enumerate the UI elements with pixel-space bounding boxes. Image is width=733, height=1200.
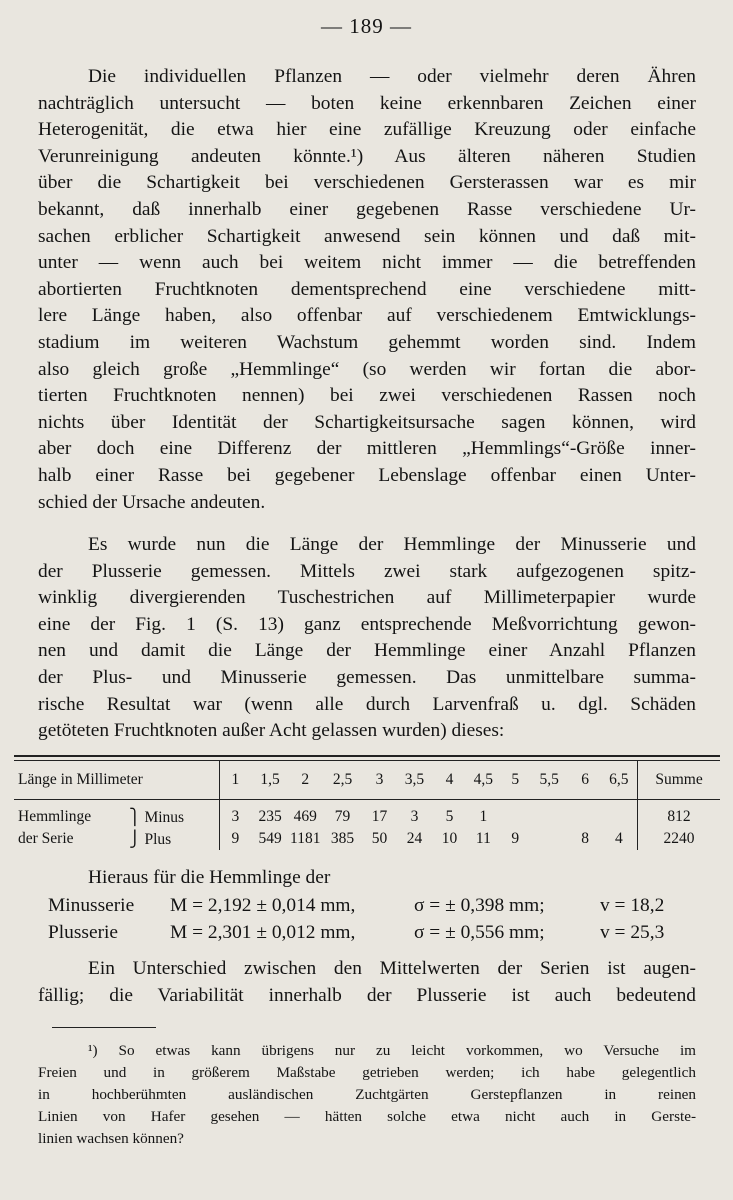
cell: 8: [581, 830, 590, 847]
text-line: sachen erblicher Schartigkeit anwesend sein können und daß mit-: [38, 225, 696, 247]
cell: 3: [410, 808, 419, 825]
data-table: [14, 761, 720, 850]
text-line: abortierten Fruchtknoten dementsprechend eine verschiedene mitt-: [38, 278, 696, 300]
text-line: stadium im weiteren Wachstum gehemmt worden sind. Indem: [38, 331, 696, 353]
cell: [529, 806, 570, 828]
measurement-table: [14, 755, 720, 850]
cell: 11: [475, 830, 491, 847]
column-header: 3,5: [404, 771, 425, 788]
cell: 10: [441, 830, 458, 847]
footnote-rule: [52, 1027, 156, 1028]
text-line: nichts über Identität der Schartigkeitsursache sagen können, wird: [38, 411, 696, 433]
brace-glyph: ⎫: [128, 808, 141, 826]
sigma-value: σ = ± 0,398 mm;: [414, 895, 545, 916]
table-row: [14, 806, 720, 828]
series-label: Minusserie: [48, 895, 135, 916]
text-line: nen und damit die Länge der Hemmlinge einer Anzahl Pflanzen: [38, 640, 696, 662]
text-line: winklig divergierenden Tuschestrichen auf Millimeterpapier wurde: [38, 587, 696, 609]
cell: 5: [445, 808, 454, 825]
text-line: aber doch eine Differenz der mittleren „Hemmlings“-Größe inner-: [38, 438, 696, 460]
cell: 24: [406, 830, 423, 847]
footnote-line: Freien und in größerem Maßstabe getrieben werden; ich habe gelegentlich: [38, 1064, 696, 1081]
sum-header: Summe: [638, 761, 720, 799]
cell: 3: [220, 806, 251, 828]
text-line: schied der Ursache andeuten.: [38, 491, 266, 513]
cell: 17: [371, 808, 388, 825]
text-line: der Plusserie gemessen. Mittels zwei stark aufgezogenen spitz-: [38, 560, 696, 582]
mean-value: M = 2,301 ± 0,012 mm,: [170, 922, 356, 943]
formula-row: [48, 920, 664, 946]
group-label: Hemmlinge: [18, 808, 92, 825]
cell: 1181: [290, 830, 321, 847]
cell: 549: [258, 830, 282, 847]
text-line: rische Resultat war (wenn alle durch Larvenfraß u. dgl. Schäden: [38, 693, 696, 715]
column-header: 6,5: [609, 771, 629, 788]
cell: 9: [220, 828, 251, 850]
text-line: nachträglich untersucht — boten keine erkennbaren Zeichen einer: [38, 92, 696, 114]
cell: [502, 806, 529, 828]
cell: 9: [511, 830, 520, 847]
column-header: 2: [301, 771, 310, 788]
formula-row: [48, 893, 664, 919]
text-line: unter — wenn auch bei weitem nicht immer — die betreffenden: [38, 252, 696, 274]
text-line: bekannt, daß innerhalb einer gegebenen Rasse verschiedene Ur-: [38, 198, 696, 220]
mean-value: M = 2,192 ± 0,014 mm,: [170, 895, 356, 916]
table-header-row: [14, 761, 720, 799]
series-label: Plusserie: [48, 922, 119, 943]
paragraph-2: [38, 532, 696, 745]
text-line: fällig; die Variabilität innerhalb der Plusserie ist auch bedeutend: [38, 984, 696, 1006]
row-label: Plus: [144, 830, 172, 848]
cell: 50: [371, 830, 388, 847]
group-label: der Serie: [18, 830, 74, 847]
text-line: Ein Unterschied zwischen den Mittelwerten der Serien ist augen-: [88, 958, 696, 979]
sigma-value: σ = ± 0,556 mm;: [414, 922, 545, 943]
row-label: Minus: [144, 808, 185, 826]
text-line: Verunreinigung andeuten könnte.¹) Aus älteren näheren Studien: [38, 145, 696, 167]
cell: [529, 828, 570, 850]
column-header: 6: [581, 771, 590, 788]
column-header: 3: [375, 771, 384, 788]
cell: 79: [334, 808, 351, 825]
text-line: Heterogenität, die etwa hier eine zufällige Kreuzung oder einfache: [38, 119, 696, 141]
footnote-line: Linien von Hafer gesehen — hätten solche etwa nicht auch in Gerste-: [38, 1108, 696, 1125]
table-row: [14, 828, 720, 850]
cell: 469: [293, 808, 317, 825]
header-label: Länge in Millimeter: [18, 771, 143, 788]
paragraph-3: [38, 956, 696, 1009]
sum-cell: 2240: [638, 828, 720, 850]
cell: 235: [258, 808, 282, 825]
text-line: Es wurde nun die Länge der Hemmlinge der Minusserie und: [88, 534, 696, 555]
column-header: 4: [445, 771, 454, 788]
text-line: halb einer Rasse bei gegebener Lebenslage offenbar einen Unter-: [38, 464, 696, 486]
cell: 385: [330, 830, 355, 847]
text-line: lere Länge haben, also offenbar auf verschiedenem Emtwicklungs-: [38, 305, 696, 327]
footnote-line: ¹) So etwas kann übrigens nur zu leicht vorkommen, wo Versuche im: [88, 1042, 696, 1059]
variability-value: v = 25,3: [600, 922, 665, 943]
page-number: — 189 —: [321, 14, 412, 38]
text-line: getöteten Fruchtknoten außer Acht gelassen wurden) dieses:: [38, 720, 505, 742]
column-header: 4,5: [473, 771, 494, 788]
text-line: über die Schartigkeit bei verschiedenen Gersterassen war es mir: [38, 172, 696, 194]
text-line: Die individuellen Pflanzen — oder vielmehr deren Ähren: [88, 66, 696, 87]
column-header: 5,5: [539, 771, 559, 788]
paragraph-1: [38, 64, 696, 516]
cell: [570, 806, 601, 828]
column-header: 1,5: [260, 771, 280, 788]
brace-glyph: ⎭: [128, 830, 141, 848]
text-line: eine der Fig. 1 (S. 13) ganz entsprechende Meßvorrichtung gewon-: [38, 613, 696, 635]
cell: 1: [479, 808, 488, 825]
footnote-line: in hochberühmten ausländischen Zuchtgärten Gerstepflanzen in reinen: [38, 1086, 696, 1103]
text-line: der Plus- und Minusserie gemessen. Das unmittelbare summa-: [38, 666, 696, 688]
footnote: [38, 1040, 696, 1150]
cell: 4: [614, 830, 623, 847]
column-header: 1: [220, 761, 251, 799]
variability-value: v = 18,2: [600, 895, 665, 916]
column-header: 5: [511, 771, 520, 788]
footnote-line: linien wachsen können?: [38, 1130, 184, 1147]
text-line: also gleich große „Hemmlinge“ (so werden wir fortan die abor-: [38, 358, 696, 380]
sum-cell: 812: [638, 806, 720, 828]
column-header: 2,5: [332, 771, 353, 788]
formula-intro: Hieraus für die Hemmlinge der: [88, 867, 331, 888]
cell: [601, 806, 638, 828]
text-line: tierten Fruchtknoten nennen) bei zwei verschiedenen Rassen noch: [38, 385, 696, 407]
